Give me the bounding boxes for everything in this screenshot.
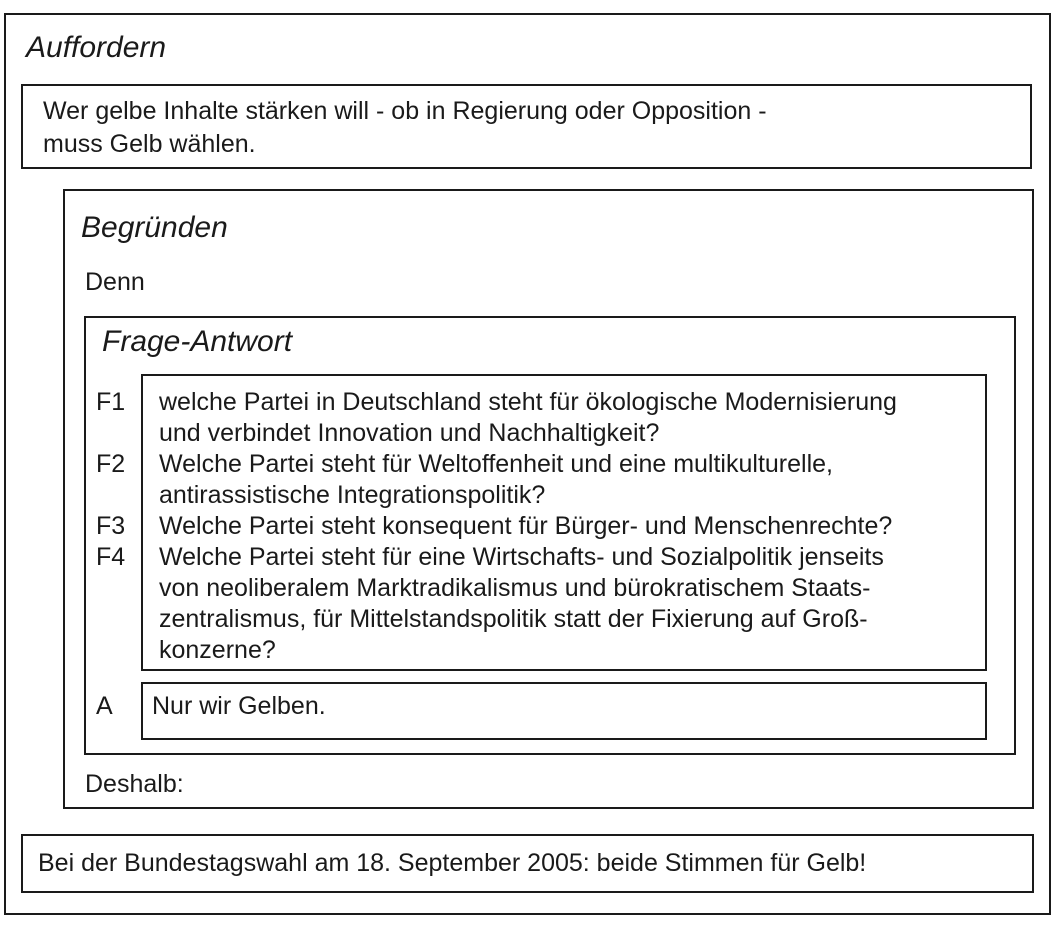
question-f4-line-2: von neoliberalem Marktradikalismus und bürokratischem Staats- [159,574,871,602]
bottom-text: Bei der Bundestagswahl am 18. September 2005: beide Stimmen für Gelb! [38,849,867,877]
answer-label: A [96,692,113,720]
question-f4-line-1: Welche Partei steht für eine Wirtschafts- und Sozialpolitik jenseits [159,543,884,571]
question-label-f2: F2 [96,450,126,478]
question-f1-line-2: und verbindet Innovation und Nachhaltigkeit? [159,419,660,447]
question-f2-line-2: antirassistische Integrationspolitik? [159,481,546,509]
question-label-f3: F3 [96,512,126,540]
question-f4-line-4: konzerne? [159,636,276,664]
question-f1-line-1: welche Partei in Deutschland steht für ökologische Modernisierung [159,388,897,416]
question-label-f1: F1 [96,388,126,416]
questions-box [141,374,987,671]
auffordern-line-1: Wer gelbe Inhalte stärken will - ob in Regierung oder Opposition - [43,97,767,125]
denn-label: Denn [85,268,145,296]
auffordern-line-2: muss Gelb wählen. [43,130,256,158]
begruenden-heading: Begründen [81,211,228,244]
question-f3-line-1: Welche Partei steht konsequent für Bürger- und Menschenrechte? [159,512,893,540]
frage-antwort-heading: Frage-Antwort [102,325,293,358]
frage-antwort-box [84,316,1016,755]
question-label-f4: F4 [96,543,126,571]
answer-text: Nur wir Gelben. [152,692,326,720]
begruenden-box [63,189,1034,809]
auffordern-box [21,84,1032,169]
bottom-box [21,834,1034,893]
answer-box [141,682,987,740]
question-f4-line-3: zentralismus, für Mittelstandspolitik statt der Fixierung auf Groß- [159,605,868,633]
auffordern-heading: Auffordern [26,31,167,64]
deshalb-label: Deshalb: [85,770,184,798]
question-f2-line-1: Welche Partei steht für Weltoffenheit und eine multikulturelle, [159,450,833,478]
